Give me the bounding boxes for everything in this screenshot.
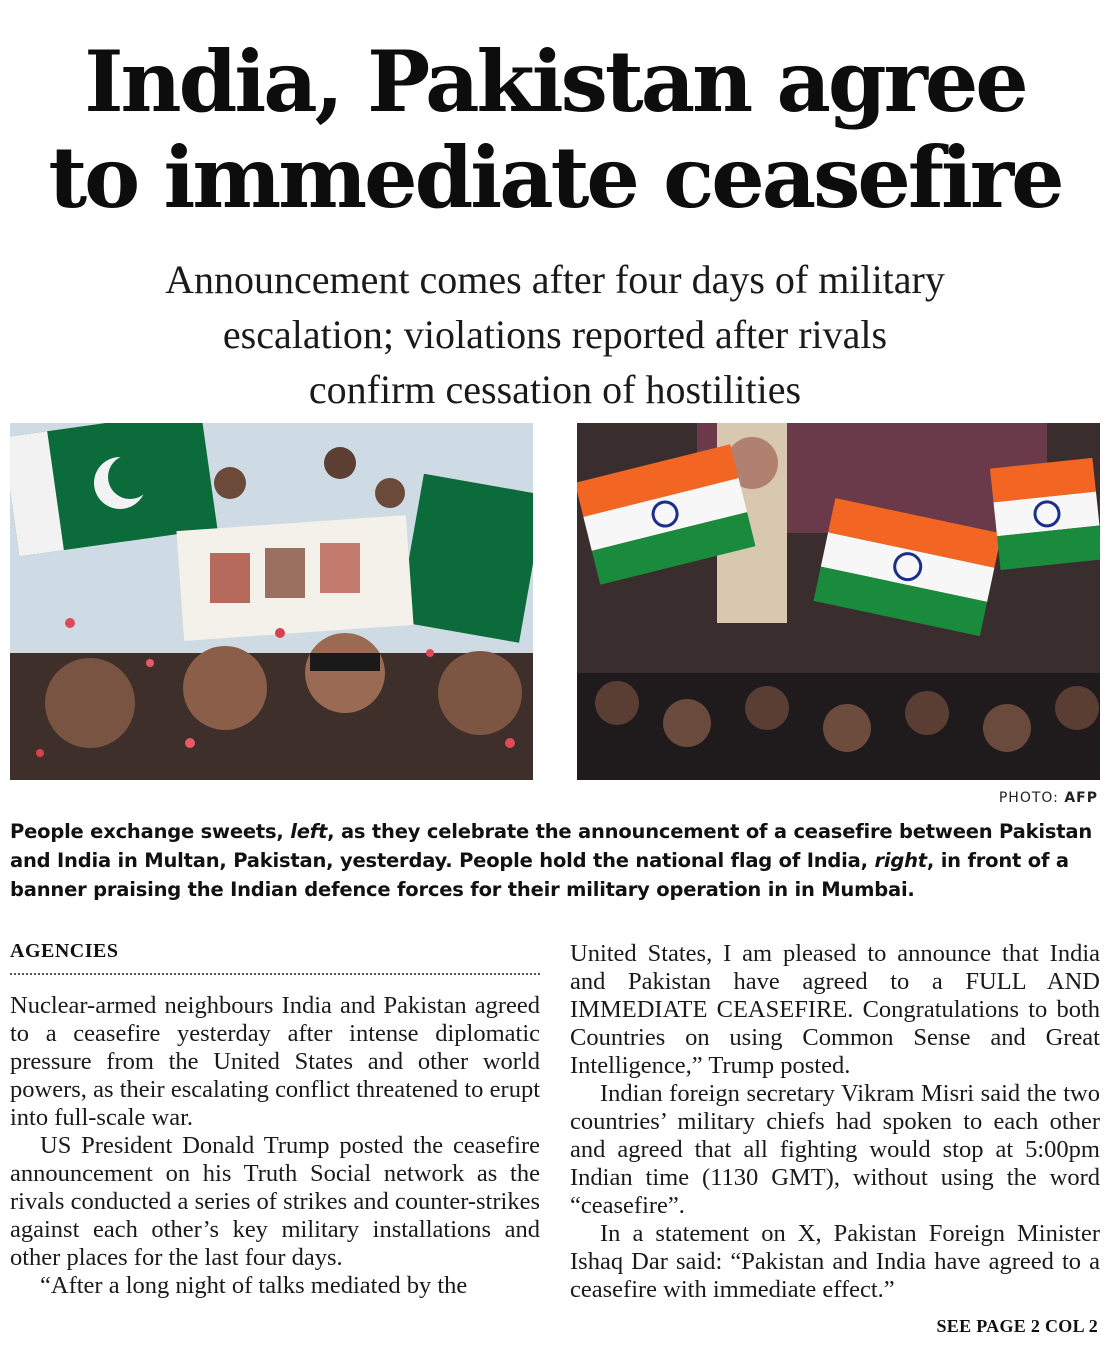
photo-credit-label: PHOTO: (998, 790, 1059, 806)
caption-part-3: , in front of a banner praising the Indian defence forces for their military operation in in Mumbai. (10, 849, 1069, 901)
caption-part-2: , as they celebrate the announcement of a ceasefire between Pakistan and India in Multan, Pakistan, yesterday. People hold the national flag of India, (10, 820, 1093, 872)
paragraph: In a statement on X, Pakistan Foreign Minister Ishaq Dar said: “Pakistan and India have agreed to a ceasefire with immediate effect.” (570, 1220, 1100, 1303)
caption-left-word: left (290, 820, 328, 843)
paragraph: Nuclear-armed neighbours India and Pakistan agreed to a ceasefire yesterday after intense diplomatic pressure from the United States and other world powers, as their escalating conflict threatened to erupt into full-scale war. (10, 992, 540, 1131)
headline-line-1: India, Pakistan agree (84, 32, 1026, 131)
paragraph: Indian foreign secretary Vikram Misri said the two countries’ military chiefs had spoken to each other and agreed that all fighting would stop at 5:00pm Indian time (1130 GMT), without using the word “ceasefire”. (570, 1080, 1100, 1219)
photo-multan-celebration (10, 423, 533, 780)
headline-line-2: to immediate ceasefire (48, 128, 1062, 227)
photo-credit (999, 790, 1098, 806)
headline (0, 34, 1110, 226)
article-column-right (570, 940, 1100, 1304)
subhead-line-3: confirm cessation of hostilities (308, 367, 802, 412)
subhead-line-1: Announcement comes after four days of military (165, 257, 945, 302)
photo-credit-source: AFP (1064, 790, 1098, 806)
paragraph: US President Donald Trump posted the ceasefire announcement on his Truth Social network as the rivals conducted a series of strikes and counter-strikes against each other’s key military installations and other places for the last four days. (10, 1132, 540, 1271)
subheadline (40, 252, 1070, 417)
photo-mumbai-flags (577, 423, 1100, 780)
jump-line[interactable]: SEE PAGE 2 COL 2 (936, 1316, 1098, 1336)
article-column-left (10, 992, 540, 1300)
caption-part-1: People exchange sweets, (10, 820, 291, 843)
paragraph: “After a long night of talks mediated by the (40, 1272, 468, 1299)
caption-right-word: right (874, 849, 927, 872)
byline: AGENCIES (10, 940, 540, 975)
photo-caption (10, 817, 1100, 904)
paragraph: United States, I am pleased to announce that India and Pakistan have agreed to a FULL AND IMMEDIATE CEASEFIRE. Congratulations to both Countries on using Common Sense and Great Intelligence,” Trump posted. (570, 940, 1100, 1079)
subhead-line-2: escalation; violations reported after rivals (222, 312, 888, 357)
